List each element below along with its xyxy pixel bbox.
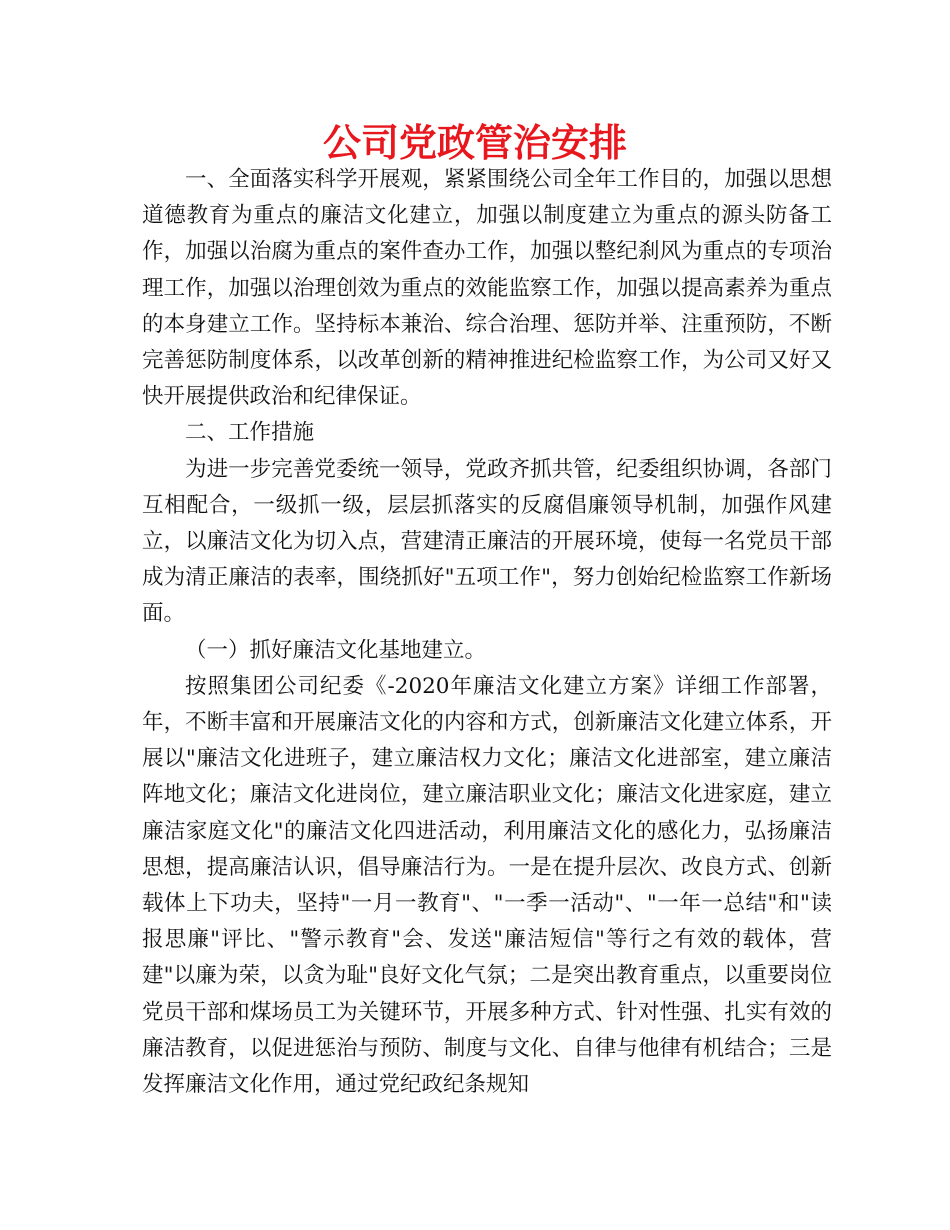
paragraph-measures-intro: 为进一步完善党委统一领导，党政齐抓共管，纪委组织协调，各部门互相配合，一级抓一级，层层抓落实的反腐倡廉领导机制，加强作风建立，以廉洁文化为切入点，营建清正廉洁的开展环境，使每一名党员干部成为清正廉洁的表率，围绕抓好"五项工作"，努力创始纪检监察工作新场面。 <box>142 456 832 627</box>
paragraph-section-one-heading: （一）抓好廉洁文化基地建立。 <box>185 637 487 663</box>
paragraph-measures-heading: 二、工作措施 <box>185 420 315 446</box>
paragraph-principles: 一、全面落实科学开展观，紧紧围绕公司全年工作目的，加强以思想道德教育为重点的廉洁文化建立，加强以制度建立为重点的源头防备工作，加强以治腐为重点的案件查办工作，加强以整纪刹风为重点的专项治理工作，加强以治理创效为重点的效能监察工作，加强以提高素养为重点的本身建立工作。坚持标本兼治、综合治理、惩防并举、注重预防，不断完善惩防制度体系，以改革创新的精神推进纪检监察工作，为公司又好又快开展提供政治和纪律保证。 <box>142 167 832 410</box>
paragraph-section-one-body: 按照集团公司纪委《-2020年廉洁文化建立方案》详细工作部署，年，不断丰富和开展廉洁文化的内容和方式，创新廉洁文化建立体系，开展以"廉洁文化进班子，建立廉洁权力文化；廉洁文化进部室，建立廉洁阵地文化；廉洁文化进岗位，建立廉洁职业文化；廉洁文化进家庭，建立廉洁家庭文化"的廉洁文化四进活动，利用廉洁文化的感化力，弘扬廉洁思想，提高廉洁认识，倡导廉洁行为。一是在提升层次、改良方式、创新载体上下功夫，坚持"一月一教育"、"一季一活动"、"一年一总结"和"读报思廉"评比、"警示教育"会、发送"廉洁短信"等行之有效的载体，营建"以廉为荣，以贪为耻"良好文化气氛；二是突出教育重点，以重要岗位党员干部和煤场员工为关键环节，开展多种方式、针对性强、扎实有效的廉洁教育，以促进惩治与预防、制度与文化、自律与他律有机结合；三是发挥廉洁文化作用，通过党纪政纪条规知 <box>142 673 832 1098</box>
document-body <box>142 162 832 1103</box>
document-title: 公司党政管治安排 <box>322 121 627 165</box>
